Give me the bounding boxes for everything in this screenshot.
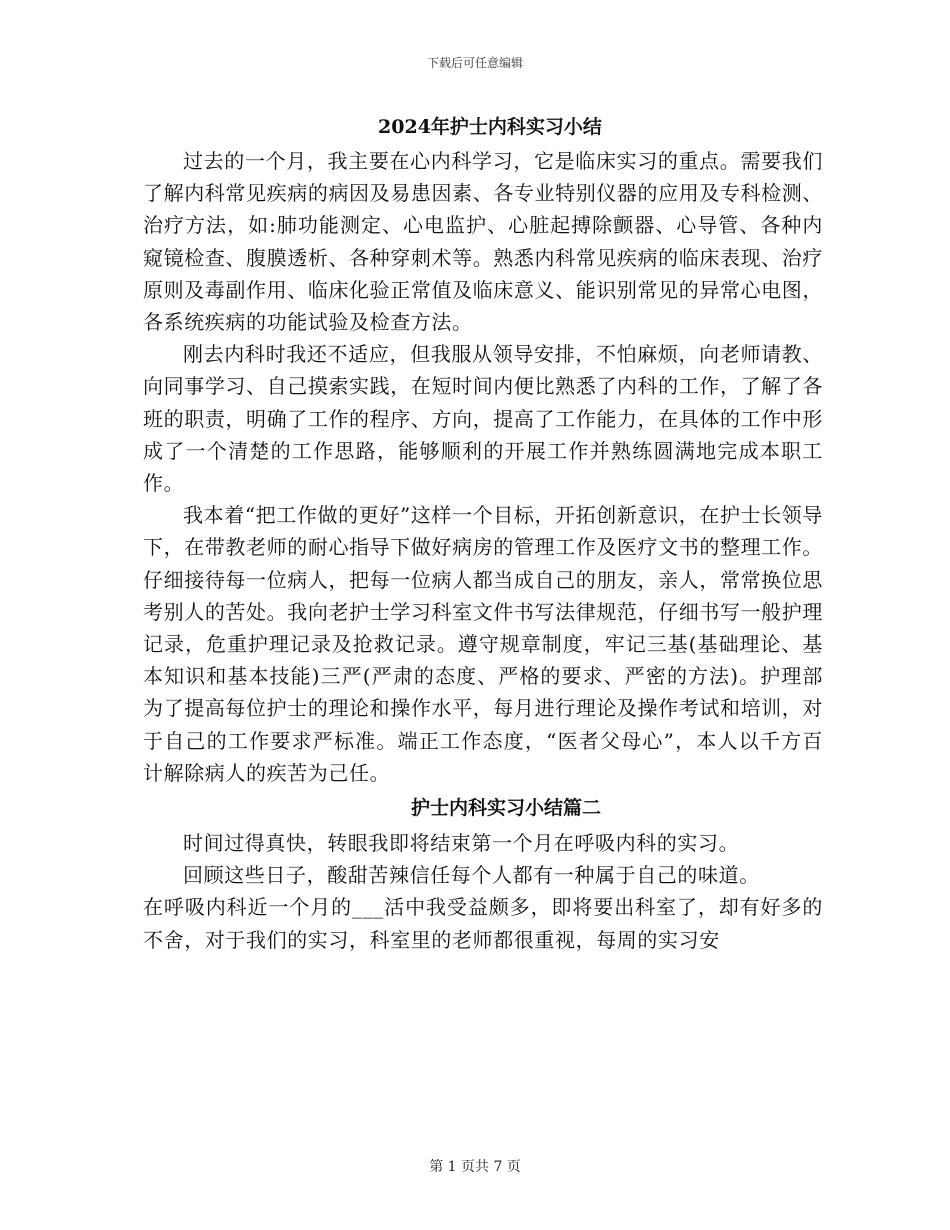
document-body (143, 110, 823, 956)
paragraph: 刚去内科时我还不适应，但我服从领导安排，不怕麻烦，向老师请教、向同事学习、自己摸索实践，在短时间内便比熟悉了内科的工作，了解了各班的职责，明确了工作的程序、方向，提高了工作能力，在具体的工作中形成了一个清楚的工作思路，能够顺利的开展工作并熟练圆满地完成本职工作。 (143, 342, 823, 496)
paragraph: 我本着“把工作做的更好”这样一个目标，开拓创新意识，在护士长领导下，在带教老师的耐心指导下做好病房的管理工作及医疗文书的整理工作。仔细接待每一位病人，把每一位病人都当成自己的朋友，亲人，常常换位思考别人的苦处。我向老护士学习科室文件书写法律规范，仔细书写一般护理记录，危重护理记录及抢救记录。遵守规章制度，牢记三基(基础理论、基本知识和基本技能)三严(严肃的态度、严格的要求、严密的方法)。护理部为了提高每位护士的理论和操作水平，每月进行理论及操作考试和培训，对于自己的工作要求严标准。端正工作态度，“医者父母心”，本人以千方百计解除病人的疾苦为己任。 (143, 503, 823, 785)
section-title: 2024年护士内科实习小结 (378, 116, 602, 138)
section-title: 护士内科实习小结篇二 (410, 797, 601, 820)
page-footer: 第 1 页共 7 页 (429, 1159, 521, 1175)
paragraph: 过去的一个月，我主要在心内科学习，它是临床实习的重点。需要我们了解内科常见疾病的病因及易患因素、各专业特别仪器的应用及专科检测、治疗方法，如:肺功能测定、心电监护、心脏起搏除颤器、心导管、各种内窥镜检查、腹膜透析、各种穿刺术等。熟悉内科常见疾病的临床表现、治疗原则及毒副作用、临床化验正常值及临床意义、能识别常见的异常心电图，各系统疾病的功能试验及检查方法。 (143, 149, 823, 335)
paragraph: 时间过得真快，转眼我即将结束第一个月在呼吸内科的实习。 (183, 831, 740, 856)
paragraph: 回顾这些日子，酸甜苦辣信任每个人都有一种属于自己的味道。 (183, 863, 760, 888)
header-note: 下载后可任意编辑 (426, 56, 523, 70)
paragraph: 在呼吸内科近一个月的___活中我受益颇多，即将要出科室了，却有好多的不舍，对于我们的实习，科室里的老师都很重视，每周的实习安 (143, 895, 823, 952)
